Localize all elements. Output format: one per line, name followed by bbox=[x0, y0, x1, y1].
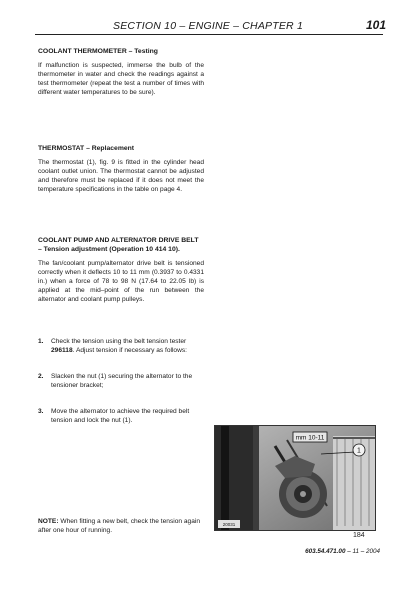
step-3 bbox=[38, 407, 204, 425]
thermometer-heading: COOLANT THERMOMETER – Testing bbox=[38, 48, 158, 55]
figure-alternator-photo bbox=[214, 425, 376, 531]
doc-code: 603.54.471.00 bbox=[305, 548, 346, 555]
callout-label: 1 bbox=[357, 447, 361, 455]
section-title: SECTION 10 – ENGINE – CHAPTER 1 bbox=[112, 20, 303, 32]
thermometer-section bbox=[38, 47, 204, 97]
step-text: Check the tension using the belt tension tester 296118. Adjust tension if necessary as follows: bbox=[51, 338, 187, 354]
footer bbox=[305, 548, 380, 555]
step-text: Move the alternator to achieve the required belt tension and lock the nut (1). bbox=[51, 408, 190, 424]
thermometer-body: If malfunction is suspected, immerse the bulb of the thermometer in water and check the readings against a test thermometer (repeat the test a number of times with different water temperatures to be sure). bbox=[38, 62, 204, 96]
page-number: 101 bbox=[365, 18, 386, 32]
header-divider bbox=[35, 34, 383, 35]
alternator-photo bbox=[215, 426, 375, 530]
step-number: 3. bbox=[38, 408, 44, 415]
note-label: NOTE: bbox=[38, 518, 59, 525]
note-text: When fitting a new belt, check the tension again after one hour of running. bbox=[38, 518, 201, 534]
tool-code: 296118 bbox=[51, 347, 73, 354]
pump-heading: COOLANT PUMP AND ALTERNATOR DRIVE BELT – Tension adjustment (Operation 10 414 10). bbox=[38, 237, 199, 253]
thermostat-heading: THERMOSTAT – Replacement bbox=[38, 145, 135, 152]
step-number: 2. bbox=[38, 373, 44, 380]
step-2 bbox=[38, 372, 204, 390]
doc-date: – 11 – 2004 bbox=[345, 548, 380, 555]
note bbox=[38, 517, 204, 535]
step-1 bbox=[38, 337, 204, 355]
pump-body: The fan/coolant pump/alternator drive belt is tensioned correctly when it deflects 10 to 11 mm (0.3937 to 0.4331 in.) when a force of 78 to 98 N (17.64 to 22.05 lb) is applied at the mid–point of the run between the alternator and coolant pump pulleys. bbox=[38, 260, 204, 303]
tension-sticker: mm 10-11 bbox=[295, 434, 325, 442]
figure-stamp: 20031 bbox=[222, 522, 236, 527]
step-number: 1. bbox=[38, 338, 44, 345]
thermostat-body: The thermostat (1), fig. 9 is fitted in the cylinder head coolant outlet union. The thermostat cannot be adjusted and therefore must be replaced if it does not meet the temperature specifications in the table on page 4. bbox=[38, 159, 204, 193]
thermostat-section bbox=[38, 144, 204, 194]
pump-section bbox=[38, 236, 204, 304]
figure-caption: 184 bbox=[353, 532, 365, 539]
step-text: Slacken the nut (1) securing the alternator to the tensioner bracket; bbox=[51, 373, 193, 389]
